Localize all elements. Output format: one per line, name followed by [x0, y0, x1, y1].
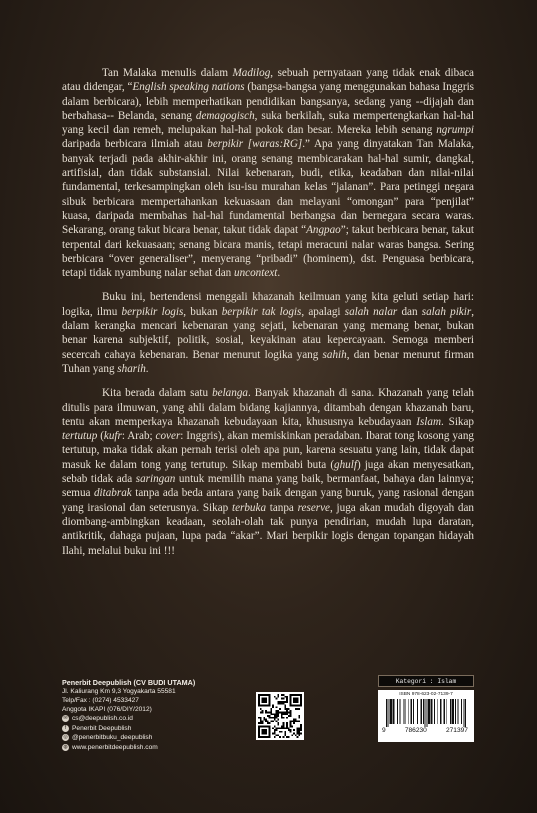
barcode-bar [434, 699, 435, 724]
facebook-row [62, 724, 242, 734]
email-row [62, 714, 242, 724]
barcode-bar [450, 699, 451, 724]
isbn-barcode [378, 690, 474, 742]
globe-icon: ◍ [63, 743, 68, 750]
barcode-bar [426, 699, 427, 727]
category-label: Kategori : Islam [378, 675, 474, 687]
publisher-facebook: Penerbit Deepublish [72, 724, 132, 732]
barcode-bar [408, 699, 409, 724]
barcode-bar [446, 699, 447, 724]
barcode-bar [455, 699, 456, 724]
barcode-bar [452, 699, 453, 724]
barcode-bar [425, 699, 426, 727]
isbn-digits [382, 727, 470, 734]
barcode-bar [465, 699, 466, 727]
barcode-bar [421, 699, 422, 724]
publisher-phone: Telp/Fax : (0274) 4533427 [62, 697, 139, 704]
blurb-paragraph-1: Tan Malaka menulis dalam Madilog, sebuah pernyataan yang tidak enak dibaca atau didengar, “English speaking nations (bangsa-bangsa yang menggunakan bahasa Inggris dalam berbicara), lebih memperhatikan pendidikan bangsanya, sedang yang --dijajah dan berbahasa-- Belanda, senang demagogisch, suka berkilah, suka mempertengkarkan hal-hal yang kecil dan remeh, melupakan hal-hal pokok dan besar. Mereka lebih senang ngrumpi daripada berbicara ilmiah atau berpikir [waras:RG].” Apa yang dinyatakan Tan Malaka, banyak terjadi pada akhir-akhir ini, orang senang membicarakan hal-hal sumir, dangkal, artifisial, dan tidak substansial. Nilai kebenaran, budi, etika, keadaban dan nilai-nilai fundamental, terkesampingkan oleh isu-isu murahan kelas “jalanan”. Para petinggi negara sibuk berbicara mempertahankan kekuasaan dan melayani “omongan” para “penjilat” kuasa, daripada membahas hal-hal fundamental berbangsa dan bernegara secara waras. Sekarang, orang takut bicara benar, takut tidak dapat “Angpao”; takut berbicara benar, takut terpental dari kekuasaan; senang bicara manis, tetapi meracuni nalar waras bangsa. Sering berbicara “over generaliser”, menyerang “pribadi” (hominem), dst. Penguasa berbicara, tetapi tidak nyambung nalar sehat dan uncontext. [62, 67, 475, 280]
facebook-icon: f [62, 725, 69, 732]
barcode-bar [443, 699, 444, 724]
barcode-bar [397, 699, 398, 724]
barcode-bar [428, 699, 429, 724]
publisher-info [62, 678, 242, 752]
barcode-bar [390, 699, 391, 724]
barcode-bar [417, 699, 418, 724]
barcode-bar [404, 699, 405, 724]
barcode-bar [453, 699, 454, 724]
publisher-website: www.penerbitdeepublish.com [72, 743, 158, 751]
barcode-bar [391, 699, 392, 724]
barcode-bar [388, 699, 389, 727]
blurb-paragraph-2: Buku ini, bertendensi menggali khazanah keilmuan yang kita geluti setiap hari: logika, ilmu berpikir logis, bukan berpikir tak logis, apalagi salah nalar dan salah pikir, dalam kerangka mencari kebenaran yang sejati, kebenaran yang memang benar, bukan benar karena subjektif, politik, sosial, keyakinan atau kepercayaan. Semoga memberi secercah cahaya kebenaran. Benar menurut logika yang sahih, dan benar menurut firman Tuhan yang sharih. [62, 291, 474, 375]
email-icon: ✉ [63, 715, 68, 722]
barcode-bar [405, 699, 406, 724]
publisher-instagram: @penerbitbuku_deepublish [72, 734, 153, 741]
barcode-bar [431, 699, 432, 724]
barcode-bar [437, 699, 438, 724]
blurb-paragraph-3: Kita berada dalam satu belanga. Banyak khazanah di sana. Khazanah yang telah ditulis para ilmuwan, yang ahli dalam bidang kajiannya, ditambah dengan khazanah baru, tentu akan memperkaya khazanah kebudayaan kita, khususnya kebudayaan Islam. Sikap tertutup (kufr: Arab; cover: Inggris), akan memiskinkan peradaban. Ibarat tong kosong yang tertutup, maka tidak akan pernah terisi oleh apa pun, karena sesuatu yang lain, tidak dapat masuk ke dalam tong yang tertutup. Sikap membabi buta (ghulf) juga akan menyesatkan, sebab tidak ada saringan untuk memilih mana yang baik, bermanfaat, bahaya dan lainnya; semua ditabrak tanpa ada beda antara yang baik dengan yang buruk, yang rasional dengan yang irasional dan seterusnya. Sikap terbuka tanpa reserve, juga akan mudah digoyah dan diombang-ambingkan keadaan, seolah-olah tak punya pendirian, mudah lupa daratan, antikritik, dahaga pujaan, lupa pada “akar”. Mari berpikir logis dengan topangan hidayah Ilahi, melalui buku ini !!! [62, 387, 475, 557]
publisher-email: cs@deepublish.co.id [72, 715, 133, 722]
barcode-bar [429, 699, 430, 724]
barcode-bar [386, 699, 387, 727]
barcode-bar [461, 699, 462, 724]
isbn-group-1: 786230 [404, 727, 427, 734]
barcode-bar [463, 699, 464, 727]
barcode-bar [423, 699, 424, 724]
barcode-bar [440, 699, 441, 724]
publisher-name: Penerbit Deepublish (CV BUDI UTAMA) [62, 678, 196, 687]
back-cover-blurb [62, 66, 474, 558]
barcode-bar [441, 699, 442, 724]
barcode-bar [393, 699, 394, 724]
barcode-bars [386, 699, 466, 727]
qr-code-graphic [258, 694, 302, 738]
publisher-address: Jl. Kaliurang Km 9,3 Yogyakarta 55581 [62, 688, 176, 695]
barcode-bar [411, 699, 412, 724]
isbn-label: ISBN 978-623-02-7139-7 [399, 692, 453, 697]
barcode-bar [399, 699, 400, 724]
barcode-bar [394, 699, 395, 724]
barcode-bar [444, 699, 445, 724]
instagram-icon: ◎ [63, 734, 68, 741]
instagram-row [62, 733, 242, 743]
barcode-bar [458, 699, 459, 724]
barcode-bar [421, 699, 422, 724]
website-row [62, 743, 242, 753]
isbn-group-2: 271397 [445, 727, 468, 734]
barcode-bar [389, 699, 390, 724]
barcode-bar [431, 699, 432, 724]
barcode-bar [453, 699, 454, 724]
barcode-bar [410, 699, 411, 724]
isbn-first-digit: 9 [382, 727, 386, 734]
qr-code [256, 692, 304, 740]
publisher-ikapi: Anggota IKAPI (076/DIY/2012) [62, 706, 152, 713]
barcode-bar [413, 699, 414, 724]
